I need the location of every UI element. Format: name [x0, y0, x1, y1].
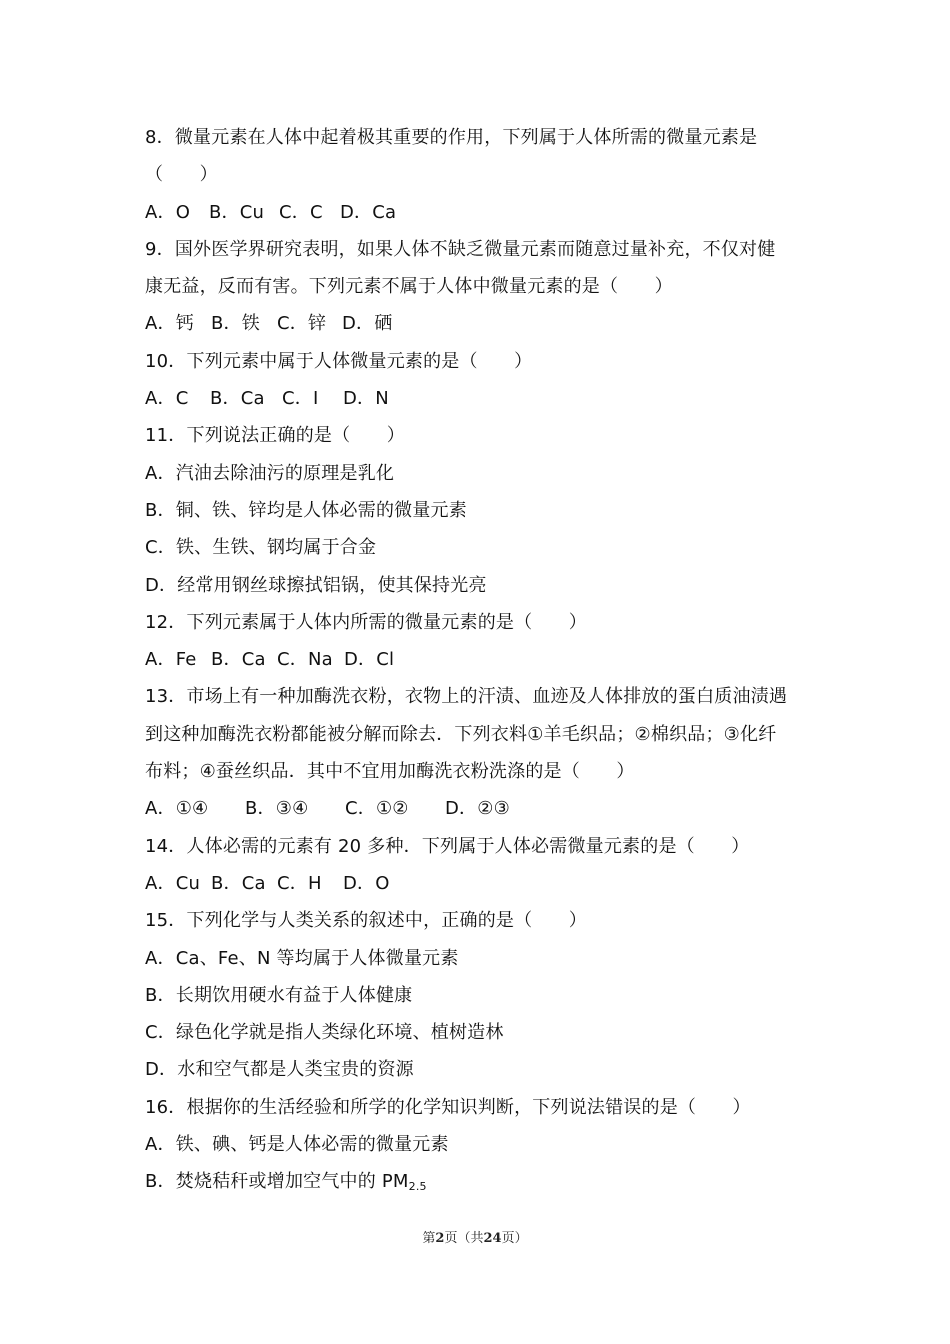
question-14-stem: 14．人体必需的元素有 20 多种．下列属于人体必需微量元素的是（ ） — [145, 835, 750, 857]
question-10-stem: 10．下列元素中属于人体微量元素的是（ ） — [145, 350, 533, 372]
option-a: A．Fe — [145, 649, 197, 671]
option-a: A．C — [145, 388, 189, 410]
option-c: C．绿色化学就是指人类绿化环境、植树造林 — [145, 1022, 504, 1044]
question-11-stem: 11．下列说法正确的是（ ） — [145, 425, 405, 447]
question-9-stem: 9．国外医学界研究表明，如果人体不缺乏微量元素而随意过量补充，不仅对健 — [145, 238, 776, 260]
option-a: A．Ca、Fe、N 等均属于人体微量元素 — [145, 947, 459, 969]
question-8-stem-cont: （ ） — [145, 164, 218, 186]
question-12-stem: 12．下列元素属于人体内所需的微量元素的是（ ） — [145, 611, 587, 633]
page-footer — [0, 1227, 950, 1246]
option-d: D．Ca — [340, 201, 397, 223]
option-b: B．铜、铁、锌均是人体必需的微量元素 — [145, 499, 467, 521]
question-13-stem-cont: 布料；④蚕丝织品．其中不宜用加酶洗衣粉洗涤的是（ ） — [145, 761, 635, 783]
question-9-stem-cont: 康无益，反而有害。下列元素不属于人体中微量元素的是（ ） — [145, 276, 673, 298]
footer-mid: 页（共 — [444, 1231, 484, 1246]
option-d: D．O — [343, 872, 390, 894]
footer-total-pages: 24 — [483, 1231, 502, 1246]
option-c: C．Na — [277, 649, 333, 671]
question-14-options — [145, 865, 815, 902]
footer-suffix: 页） — [501, 1231, 528, 1246]
question-list — [145, 119, 815, 1201]
option-b: B．长期饮用硬水有益于人体健康 — [145, 984, 413, 1006]
question-8-stem: 8．微量元素在人体中起着极其重要的作用，下列属于人体所需的微量元素是 — [145, 127, 758, 148]
option-a: A．铁、碘、钙是人体必需的微量元素 — [145, 1134, 449, 1156]
option-c: C．I — [282, 388, 319, 410]
option-d: D．②③ — [445, 798, 510, 820]
option-c: C．①② — [345, 798, 409, 820]
option-c: C．铁、生铁、钢均属于合金 — [145, 537, 377, 559]
question-13-stem: 13．市场上有一种加酶洗衣粉，衣物上的汗渍、血迹及人体排放的蛋白质油渍遇 — [145, 686, 788, 708]
question-12-options — [145, 641, 815, 678]
question-16-stem: 16．根据你的生活经验和所学的化学知识判断，下列说法错误的是（ ） — [145, 1096, 751, 1118]
option-b: B．铁 — [211, 313, 260, 335]
question-9-options — [145, 305, 815, 342]
option-d: D．Cl — [344, 649, 395, 671]
option-d: D．经常用钢丝球擦拭铝锅，使其保持光亮 — [145, 574, 487, 596]
option-b — [145, 1163, 815, 1200]
option-b: B．Ca — [211, 872, 266, 894]
option-b-text: B．焚烧秸秆或增加空气中的 PM — [145, 1171, 409, 1193]
option-d: D．水和空气都是人类宝贵的资源 — [145, 1059, 414, 1081]
subscript: 2.5 — [408, 1180, 427, 1194]
option-b: B．Cu — [209, 201, 265, 223]
option-a: A．钙 — [145, 313, 194, 335]
option-b: B．Ca — [210, 388, 265, 410]
option-c: C．C — [279, 201, 323, 223]
option-a: A．汽油去除油污的原理是乳化 — [145, 462, 395, 484]
question-10-options — [145, 380, 815, 417]
footer-page-number: 2 — [435, 1231, 445, 1246]
option-a: A．O — [145, 201, 191, 223]
question-13-options — [145, 790, 815, 827]
option-d: D．N — [343, 388, 389, 410]
option-c: C．锌 — [277, 313, 327, 335]
question-8-options — [145, 194, 815, 231]
question-13-stem-cont: 到这种加酶洗衣粉都能被分解而除去．下列衣料①羊毛织品；②棉织品；③化纤 — [145, 723, 777, 745]
option-a: A．①④ — [145, 798, 209, 820]
option-d: D．硒 — [342, 313, 393, 335]
footer-prefix: 第 — [422, 1231, 436, 1246]
option-b: B．③④ — [245, 798, 309, 820]
option-c: C．H — [277, 872, 322, 894]
question-15-stem: 15．下列化学与人类关系的叙述中，正确的是（ ） — [145, 910, 587, 932]
option-b: B．Ca — [211, 649, 266, 671]
option-a: A．Cu — [145, 872, 201, 894]
